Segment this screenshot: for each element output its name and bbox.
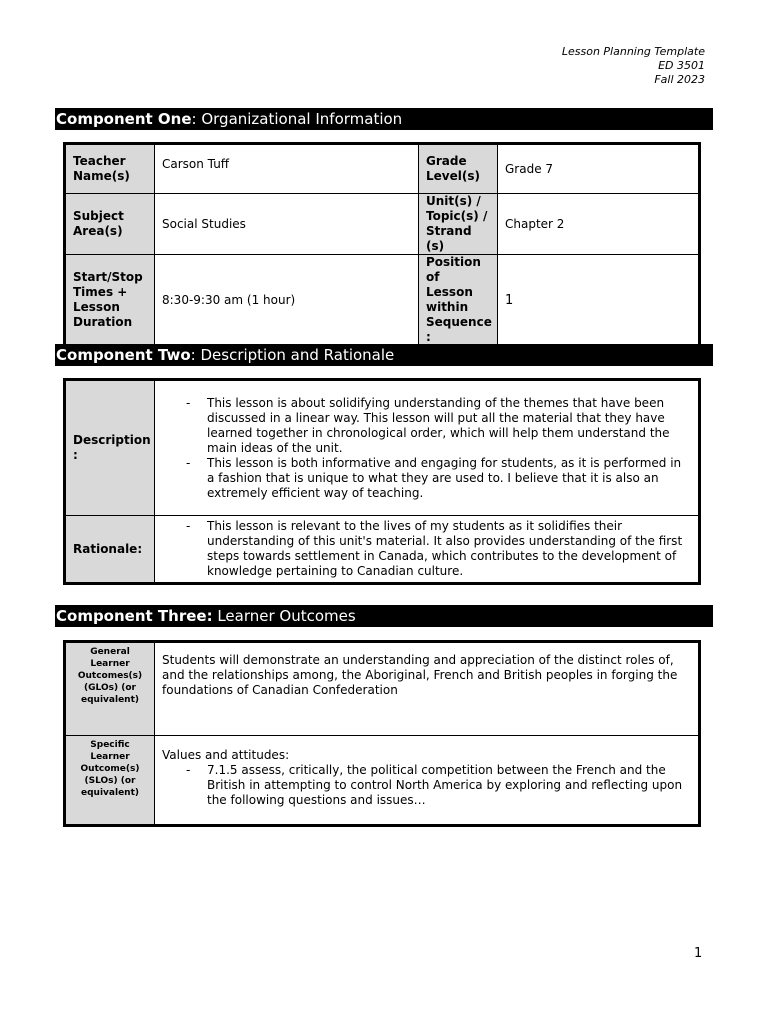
header-note: [465, 45, 705, 87]
position-value: 1: [498, 255, 700, 347]
times-value: 8:30-9:30 am (1 hour): [155, 255, 419, 347]
component-three-title-bold: Component Three:: [56, 607, 213, 625]
header-line-course: ED 3501: [658, 59, 705, 72]
subject-value: Social Studies: [155, 194, 419, 255]
organizational-info-table: [63, 142, 701, 348]
unit-label: Unit(s) / Topic(s) / Strand (s): [419, 194, 498, 255]
subject-label: Subject Area(s): [65, 194, 155, 255]
description-item: - This lesson is both informative and engaging for students, as it is performed in a fashion that is unique to what they are used to. I believe that it is also an extremely efficient way of teaching.: [207, 456, 686, 501]
unit-value: Chapter 2: [498, 194, 700, 255]
position-label: Position of Lesson within Sequence :: [419, 255, 498, 347]
times-label: Start/Stop Times + Lesson Duration: [65, 255, 155, 347]
learner-outcomes-table: [63, 640, 701, 827]
description-list: [162, 396, 686, 501]
rationale-value: [155, 516, 700, 584]
rationale-label: Rationale:: [65, 516, 155, 584]
description-value: [155, 380, 700, 516]
description-label: Description :: [65, 380, 155, 516]
slo-list: [162, 763, 684, 808]
component-two-title: [55, 344, 713, 366]
component-three-title-rest: Learner Outcomes: [212, 607, 356, 625]
rationale-item: - This lesson is relevant to the lives of my students as it solidifies their understanding of this unit's material. It also provides understanding of the first steps towards settlement in Canada, which contributes to the development of knowledge pertaining to Canadian culture.: [207, 519, 688, 579]
component-one-title-rest: : Organizational Information: [191, 110, 403, 128]
glo-value: Students will demonstrate an understanding and appreciation of the distinct roles of, and the relationships among, the Aboriginal, French and British peoples in forging the foundations of Canadian Confederation: [155, 642, 700, 736]
description-item: - This lesson is about solidifying understanding of the themes that have been discussed in a linear way. This lesson will put all the material that they have learned together in chronological order, which will help them understand the main ideas of the unit.: [207, 396, 686, 456]
teacher-label: Teacher Name(s): [65, 144, 155, 194]
slo-value: [155, 736, 700, 826]
component-three-title: [55, 605, 713, 627]
slo-label: Specific Learner Outcome(s) (SLOs) (or equivalent): [65, 736, 155, 826]
header-line-term: Fall 2023: [654, 73, 705, 86]
slo-item: - 7.1.5 assess, critically, the political competition between the French and the British in attempting to control North America by exploring and reflecting upon the following questions and issues…: [207, 763, 684, 808]
component-two-title-bold: Component Two: [56, 346, 191, 364]
rationale-list: [162, 519, 688, 579]
description-rationale-table: [63, 378, 701, 585]
teacher-value: Carson Tuff: [155, 144, 419, 194]
grade-label: Grade Level(s): [419, 144, 498, 194]
slo-intro: Values and attitudes:: [162, 748, 290, 762]
component-one-title-bold: Component One: [56, 110, 192, 128]
header-line-template: Lesson Planning Template: [561, 45, 705, 58]
glo-label: General Learner Outcomes(s) (GLOs) (or equivalent): [65, 642, 155, 736]
component-two-title-rest: : Description and Rationale: [190, 346, 395, 364]
component-one-title: [55, 108, 713, 130]
grade-value: Grade 7: [498, 144, 700, 194]
page-number: 1: [694, 946, 703, 961]
